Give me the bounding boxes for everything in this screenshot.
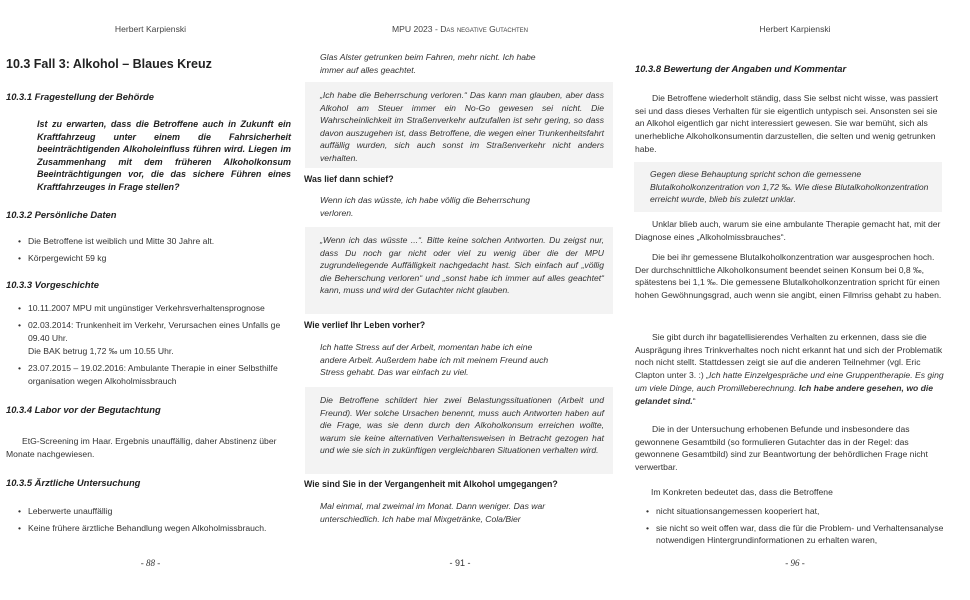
paragraph: Im Konkreten bedeutet das, dass die Betroffene (651, 487, 833, 497)
answer-text: Glas Alster getrunken beim Fahren, mehr nicht. Ich habe immer auf alles geachtet. (320, 52, 536, 75)
answer-text: Ich hatte Stress auf der Arbeit, momentan habe ich eine andere Arbeit. Außerdem habe ich mit meinem Freund auch Stress gehabt. Das war einfach zu viel. (320, 342, 549, 378)
comment-box: „Ich habe die Beherrschung verloren.“ Das kann man glauben, aber dass Alkohol am Steuer immer ein No-Go gewesen sei nicht. Die Wahrscheinlichkeit im Straßenverkehr aufzufallen ist sehr gering, so dass davon auszugehen ist, dass Betroffene, die wegen einer Trunkenheitsfahrt auffällig wurden, sich auch sonst im Straßenverkehr nicht anders verhalten. (305, 82, 613, 168)
history-list: • 10.11.2007 MPU mit ungünstiger Verkehrsverhaltensprognose • 02.03.2014: Trunkenheit im Verkehr, Verursachen eines Unfalls ge 09.40 Uhr. Die BAK betrug 1,72 ‰ um 10.55 Uhr. • 23.07.2015 – 19.02.2016: Ambulante Therapie in einer Selbsthilfe organisation wegen Alkoholmissbrauch (18, 303, 281, 386)
page-96 (620, 0, 970, 600)
page-number: - 96 - (785, 558, 805, 568)
authority-question: Ist zu erwarten, dass die Betroffene auch in Zukunft ein Kraftfahrzeug unter einem die Fahrsicherheit beeinträchtigenden Alkoholeinfluss führen wird. Liegen im Zusammenhang mit dem früheren Alkoholkonsum Beeinträchtigungen vor, die das sichere Führen eines Kraftfahrzeuges in Frage stellen? (37, 119, 291, 192)
section-heading: 10.3.3 Vorgeschichte (6, 279, 99, 290)
paragraph: Unklar blieb auch, warum sie eine ambulante Therapie gemacht hat, mit der Diagnose eines „Alkoholmissbrauches“. (635, 219, 941, 242)
question-heading: Wie verlief Ihr Leben vorher? (304, 320, 426, 330)
page-88 (0, 0, 301, 600)
page-number: - 91 - (449, 558, 471, 568)
list-item: • Leberwerte unauffällig (18, 506, 113, 516)
section-heading: 10.3.4 Labor vor der Begutachtung (6, 404, 161, 415)
page-91 (301, 0, 619, 600)
list-item: • nicht situationsangemessen kooperiert hat, (646, 506, 820, 516)
section-heading: 10.3.8 Bewertung der Angaben und Kommentar (635, 63, 847, 74)
section-heading: 10.3.2 Persönliche Daten (6, 209, 117, 220)
question-heading: Wie sind Sie in der Vergangenheit mit Alkohol umgegangen? (304, 479, 558, 489)
lab-paragraph: EtG-Screening im Haar. Ergebnis unauffällig, daher Abstinenz über Monate nachgewiesen. (6, 436, 277, 459)
section-heading: 10.3.1 Fragestellung der Behörde (6, 91, 154, 102)
paragraph: Die bei ihr gemessene Blutalkoholkonzentration war ausgesprochen hoch. Der durchschnittliche Alkoholkonsument beendet seinen Konsum bei 0,8 ‰, spätestens bei 1,1 ‰. Die gemessene Blutalkoholkonzentration spricht für einen hohen Gewöhnungsgrad, auch wenn sie angibt, einen Filmriss gehabt zu haben. (635, 252, 942, 301)
page-header: Herbert Karpienski (759, 24, 831, 34)
medical-list (18, 505, 266, 535)
paragraph: Die in der Untersuchung erhobenen Befunde und insbesondere das gewonnene Gesamtbild (so formulieren Gutachter das in der Regel: das gewonnene Gesamtbild) sind zur Beantwortung der behördlichen Frage nicht verwertbar. (635, 424, 928, 473)
list-item: • Die Betroffene ist weiblich und Mitte 30 Jahre alt. (18, 236, 215, 246)
page-header: MPU 2023 - Das negative Gutachten (391, 24, 529, 34)
paragraph: Sie gibt durch ihr bagatellisierendes Verhalten zu erkennen, dass sie die Ausprägung ihres Trinkverhaltes noch nicht erkannt hat und sich der Problematik noch nicht stellt. Stattdessen zeigt sie auf die anderen Teilnehmer (vgl. Eric Clapton unter 3. :) „Ich hatte Einzelgespräche und eine Gruppentherapie. Es ging um viele Dinge, auch Promilleberechnung. Ich habe andere gesehen, wo die gelandet sind.“ (635, 332, 944, 406)
conclusion-list (646, 505, 946, 547)
question-heading: Was lief dann schief? (304, 174, 394, 184)
section-heading: 10.3.5 Ärztliche Untersuchung (6, 477, 141, 488)
page-number: - 88 - (140, 558, 161, 568)
comment-box: Die Betroffene schildert hier zwei Belastungssituationen (Arbeit und Freund). Wer solche Ursachen benennt, muss auch Antworten haben auf die Frage, was sie denn durch den Alkoholkonsum erreichen wollte, warum sie keine alternativen Verhaltensweisen in Betracht gezogen hat und wie sie sich in zukünftigen vergleichbaren Situationen verhalten wird. (305, 387, 613, 474)
comment-box: „Wenn ich das wüsste ...“. Bitte keine solchen Antworten. Du zeigst nur, dass Du noch gar nicht oder viel zu wenig über die der MPU zugrundeliegende Auffälligkeit nachgedacht hast. Sich einfach auf „völlig die Beherschung verloren“ und „sonst habe ich immer auf alles geachtet“ kann, muss und wird der Gutachter nicht glauben. (305, 227, 613, 314)
list-item: • Keine frühere ärztliche Behandlung wegen Alkoholmissbrauch. (18, 523, 267, 533)
comment-box: Gegen diese Behauptung spricht schon die gemessene Blutalkoholkonzentration von 1,72 ‰. Wie diese Blutalkoholkonzentration erreicht wurde, blieb bis zuletzt unklar. (634, 162, 942, 212)
list-item: • 02.03.2014: Trunkenheit im Verkehr, Verursachen eines Unfalls ge (18, 320, 281, 330)
paragraph: Die Betroffene wiederholt ständig, dass Sie selbst nicht wisse, was passiert sei und dass dieses Verhalten für sie eigentlich untypisch sei. Ansonsten sei sie an Alkohol eigentlich gar nicht interessiert gewesen. Sie war bemüht, sich als unerhebliche Alkoholkonsumentin darzustellen, die selten und wenig getrunken habe. (635, 93, 938, 154)
personal-data-list (18, 235, 214, 265)
list-item: • Körpergewicht 59 kg (18, 253, 107, 263)
list-item: • 10.11.2007 MPU mit ungünstiger Verkehrsverhaltensprognose (18, 303, 265, 313)
list-item: • sie nicht so weit offen war, dass die für die Problem- und Verhaltensanalyse notwendigen Hintergrundinformationen zu erhalten waren, (646, 522, 944, 546)
answer-text: Wenn ich das wüsste, ich habe völlig die Beherrschung verloren. (320, 195, 531, 218)
section-title: 10.3 Fall 3: Alkohol – Blaues Kreuz (6, 57, 212, 71)
list-item: • 23.07.2015 – 19.02.2016: Ambulante Therapie in einer Selbsthilfe (18, 363, 278, 373)
page-header: Herbert Karpienski (114, 24, 187, 34)
answer-text: Mal einmal, mal zweimal im Monat. Dann weniger. Das war unterschiedlich. Ich habe mal Mixgetränke, Cola/Bier (320, 501, 546, 524)
